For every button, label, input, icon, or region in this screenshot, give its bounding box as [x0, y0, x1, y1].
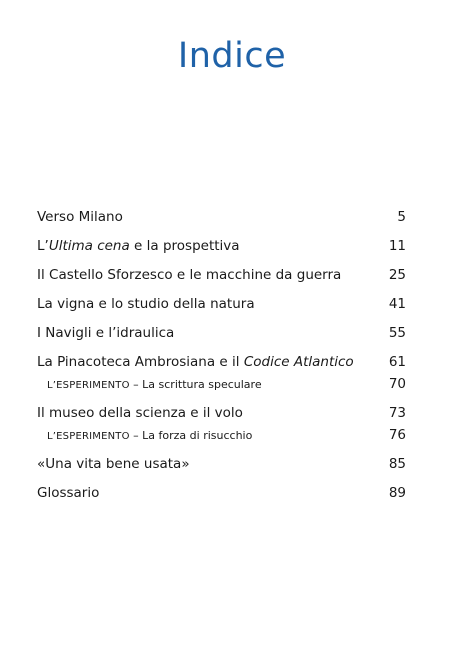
- toc-entry-page: 73: [388, 405, 406, 421]
- toc-entry[interactable]: [37, 484, 406, 502]
- toc-entry-page: 61: [388, 354, 406, 370]
- toc-entry-title: «Una vita bene usata»: [37, 456, 190, 472]
- toc-entry-title: La Pinacoteca Ambrosiana e il Codice Atlantico: [37, 354, 354, 370]
- toc-entry-page: 25: [388, 267, 406, 283]
- toc-entry-title: Verso Milano: [37, 209, 123, 225]
- toc-entry-title: La vigna e lo studio della natura: [37, 296, 255, 312]
- toc-entry[interactable]: [37, 208, 406, 226]
- toc-entry-page: 5: [397, 209, 406, 225]
- toc-entry-page: 55: [388, 325, 406, 341]
- toc-subentry[interactable]: [47, 375, 406, 395]
- toc-entry[interactable]: [37, 237, 406, 255]
- toc-entry-title: Il Castello Sforzesco e le macchine da guerra: [37, 267, 342, 283]
- toc-entry[interactable]: [37, 324, 406, 342]
- page-title: Indice: [177, 36, 287, 76]
- toc-entry-page: 89: [388, 485, 406, 501]
- toc-entry-page: 76: [388, 427, 406, 443]
- toc-entry-title: Il museo della scienza e il volo: [37, 405, 243, 421]
- toc-entry-title: Glossario: [37, 485, 100, 501]
- toc-entry-page: 41: [388, 296, 406, 312]
- toc-entry-title: I Navigli e l’idraulica: [37, 325, 175, 341]
- toc-entry-page: 70: [388, 376, 406, 392]
- toc-entry[interactable]: [37, 295, 406, 313]
- toc-entry-title: L’Ultima cena e la prospettiva: [37, 238, 240, 254]
- toc-entry[interactable]: [37, 353, 406, 371]
- toc-entry-page: 11: [388, 238, 406, 254]
- toc-subentry-title: L’ESPERIMENTO – La forza di risucchio: [47, 429, 253, 442]
- toc-entry-page: 85: [388, 456, 406, 472]
- toc-subentry[interactable]: [47, 426, 406, 446]
- toc-entry[interactable]: [37, 455, 406, 473]
- toc-entry[interactable]: [37, 266, 406, 284]
- toc-subentry-title: L’ESPERIMENTO – La scrittura speculare: [47, 378, 262, 391]
- toc-entry[interactable]: [37, 404, 406, 422]
